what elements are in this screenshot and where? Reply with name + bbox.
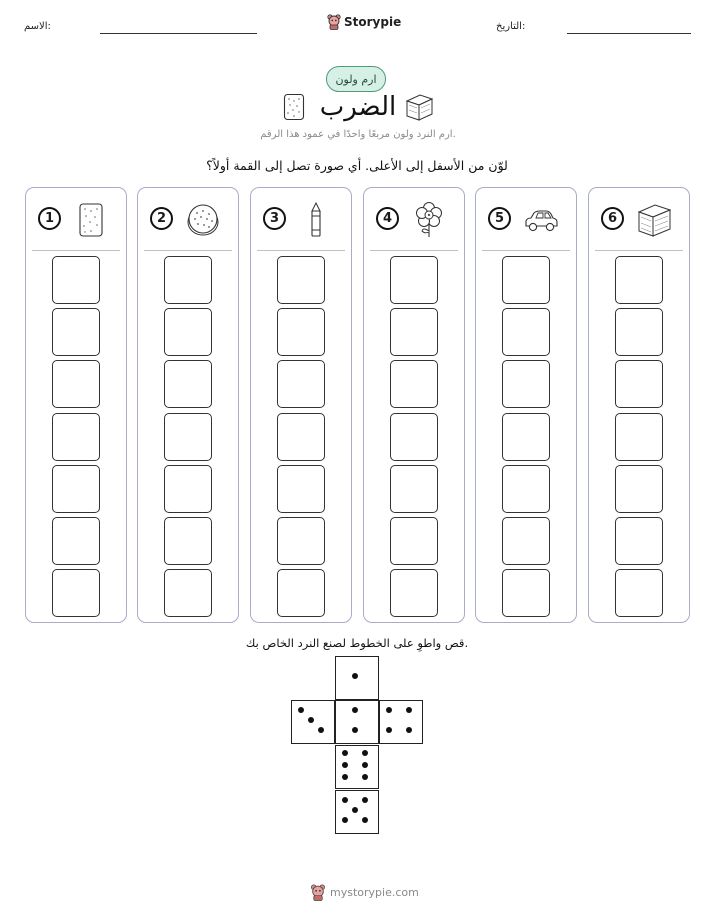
car-icon — [524, 202, 558, 238]
color-square[interactable] — [164, 517, 212, 565]
instruction: لوّن من الأسفل إلى الأعلى. أي صورة تصل إلى القمة أولاً؟ — [206, 158, 508, 173]
dice-pip — [386, 707, 392, 713]
dice-pip — [318, 727, 324, 733]
name-line — [100, 33, 257, 34]
color-square[interactable] — [502, 465, 550, 513]
color-square[interactable] — [164, 308, 212, 356]
dice-face-center — [335, 700, 379, 744]
column-5 — [475, 187, 577, 623]
cookie-icon — [186, 202, 220, 238]
column-header — [251, 188, 351, 250]
color-square[interactable] — [164, 256, 212, 304]
color-square[interactable] — [52, 308, 100, 356]
color-square[interactable] — [615, 256, 663, 304]
storypie-logo — [327, 14, 401, 30]
column-header — [589, 188, 689, 250]
date-line — [567, 33, 691, 34]
column-divider — [370, 250, 458, 251]
color-square[interactable] — [615, 308, 663, 356]
dice-face-lower — [335, 745, 379, 789]
dice-face-right — [379, 700, 423, 744]
color-square[interactable] — [52, 360, 100, 408]
dice-pip — [342, 774, 348, 780]
color-square[interactable] — [277, 465, 325, 513]
color-square[interactable] — [615, 465, 663, 513]
dice-pip — [342, 797, 348, 803]
dice-pip — [342, 762, 348, 768]
color-square[interactable] — [52, 256, 100, 304]
dice-pip — [352, 727, 358, 733]
color-square[interactable] — [615, 413, 663, 461]
dice-pip — [298, 707, 304, 713]
column-header — [364, 188, 464, 250]
column-header — [138, 188, 238, 250]
dice-pip — [386, 727, 392, 733]
color-square[interactable] — [390, 465, 438, 513]
sponge-icon — [74, 202, 108, 238]
column-number: 3 — [263, 207, 286, 230]
column-number: 1 — [38, 207, 61, 230]
color-square[interactable] — [615, 569, 663, 617]
dice-pip — [342, 817, 348, 823]
column-divider — [482, 250, 570, 251]
column-1 — [25, 187, 127, 623]
color-square[interactable] — [502, 413, 550, 461]
column-header — [26, 188, 126, 250]
dice-pip — [362, 750, 368, 756]
column-divider — [144, 250, 232, 251]
dice-face-bottom — [335, 790, 379, 834]
column-divider — [595, 250, 683, 251]
cut-instruction: قص واطوِ على الخطوط لصنع النرد الخاص بك. — [245, 636, 469, 650]
flower-icon — [412, 202, 446, 238]
column-number: 2 — [150, 207, 173, 230]
page-title: الضرب — [319, 92, 397, 122]
color-square[interactable] — [390, 308, 438, 356]
subtitle: ارم النرد ولون مربعًا واحدًا في عمود هذا الرقم. — [260, 129, 456, 140]
column-number: 6 — [601, 207, 624, 230]
column-4 — [363, 187, 465, 623]
color-square[interactable] — [615, 517, 663, 565]
color-square[interactable] — [615, 360, 663, 408]
dice-pip — [352, 707, 358, 713]
color-square[interactable] — [277, 256, 325, 304]
column-header — [476, 188, 576, 250]
color-square[interactable] — [164, 465, 212, 513]
color-square[interactable] — [502, 256, 550, 304]
column-number: 4 — [376, 207, 399, 230]
dice-pip — [308, 717, 314, 723]
dice-pip — [352, 673, 358, 679]
column-divider — [32, 250, 120, 251]
color-square[interactable] — [164, 360, 212, 408]
color-square[interactable] — [390, 360, 438, 408]
dice-face-top — [335, 656, 379, 700]
color-square[interactable] — [277, 360, 325, 408]
logo-text: Storypie — [344, 15, 402, 29]
color-square[interactable] — [390, 569, 438, 617]
column-number: 5 — [488, 207, 511, 230]
color-square[interactable] — [502, 308, 550, 356]
color-square[interactable] — [277, 308, 325, 356]
dice-pip — [342, 750, 348, 756]
color-square[interactable] — [502, 360, 550, 408]
color-square[interactable] — [52, 465, 100, 513]
color-square[interactable] — [390, 517, 438, 565]
column-3 — [250, 187, 352, 623]
dice-pip — [362, 774, 368, 780]
color-square[interactable] — [502, 517, 550, 565]
dice-pip — [406, 727, 412, 733]
bear-icon — [327, 14, 341, 30]
wooden-box-icon — [637, 202, 671, 238]
dice-pip — [352, 807, 358, 813]
color-square[interactable] — [164, 413, 212, 461]
roll-color-badge: ارم ولون — [326, 66, 386, 92]
column-6 — [588, 187, 690, 623]
footer — [310, 884, 419, 901]
column-divider — [257, 250, 345, 251]
dice-pip — [362, 817, 368, 823]
dice-pip — [406, 707, 412, 713]
wooden-box-icon — [404, 92, 434, 122]
column-2 — [137, 187, 239, 623]
color-square[interactable] — [277, 413, 325, 461]
name-label: الاسم: — [24, 21, 51, 32]
bear-icon — [310, 884, 326, 901]
color-square[interactable] — [277, 569, 325, 617]
crayon-icon — [299, 202, 333, 238]
dice-pip — [362, 762, 368, 768]
sponge-icon — [283, 93, 305, 121]
color-square[interactable] — [390, 256, 438, 304]
dice-pip — [362, 797, 368, 803]
color-square[interactable] — [52, 517, 100, 565]
color-square[interactable] — [52, 413, 100, 461]
footer-url[interactable]: mystorypie.com — [330, 886, 419, 899]
color-square[interactable] — [164, 569, 212, 617]
color-square[interactable] — [277, 517, 325, 565]
dice-face-left — [291, 700, 335, 744]
color-square[interactable] — [502, 569, 550, 617]
color-square[interactable] — [52, 569, 100, 617]
color-square[interactable] — [390, 413, 438, 461]
date-label: التاريخ: — [496, 21, 526, 32]
